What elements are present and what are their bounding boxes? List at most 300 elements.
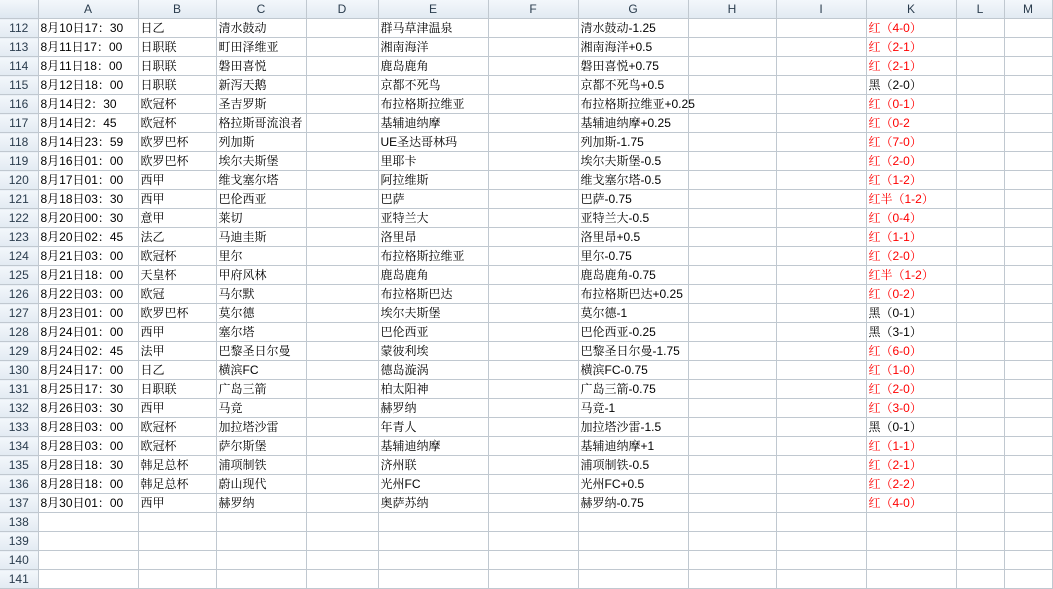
cell-handicap[interactable]: 巴萨-0.75 — [578, 190, 688, 209]
cell-league[interactable]: 韩足总杯 — [138, 475, 216, 494]
cell-away-team[interactable]: 鹿岛鹿角 — [378, 266, 488, 285]
table-row[interactable] — [0, 475, 1052, 494]
row-header[interactable]: 113 — [0, 38, 38, 57]
cell-home-team[interactable]: 浦项制铁 — [216, 456, 306, 475]
table-row[interactable] — [0, 228, 1052, 247]
cell-result[interactable]: 红（0-2 — [866, 114, 956, 133]
cell-blank-f[interactable] — [488, 475, 578, 494]
cell-blank-d[interactable] — [306, 323, 378, 342]
cell-blank-f[interactable] — [488, 494, 578, 513]
cell-blank-i[interactable] — [776, 266, 866, 285]
cell-date[interactable]: 8月28日03：00 — [38, 418, 138, 437]
cell-blank-i[interactable] — [776, 133, 866, 152]
cell-blank-l[interactable] — [956, 418, 1004, 437]
cell-result[interactable]: 红（1-1） — [866, 228, 956, 247]
cell-home-team[interactable]: 埃尔夫斯堡 — [216, 152, 306, 171]
cell-result[interactable]: 红半（1-2） — [866, 190, 956, 209]
cell-blank-h[interactable] — [688, 456, 776, 475]
cell-blank-i[interactable] — [776, 247, 866, 266]
cell-blank-h[interactable] — [688, 304, 776, 323]
cell-blank-f[interactable] — [488, 456, 578, 475]
table-row[interactable] — [0, 57, 1052, 76]
cell-blank-i[interactable] — [776, 95, 866, 114]
cell-handicap[interactable]: 马竞-1 — [578, 399, 688, 418]
cell-date[interactable]: 8月20日00：30 — [38, 209, 138, 228]
column-header-l[interactable]: L — [956, 0, 1004, 19]
cell-blank-h[interactable] — [688, 475, 776, 494]
cell-blank-m[interactable] — [1004, 532, 1052, 551]
cell-blank-h[interactable] — [688, 266, 776, 285]
row-header[interactable]: 129 — [0, 342, 38, 361]
cell-blank-i[interactable] — [776, 418, 866, 437]
cell-home-team[interactable]: 蔚山现代 — [216, 475, 306, 494]
cell-blank-m[interactable] — [1004, 228, 1052, 247]
cell-blank-i[interactable] — [776, 76, 866, 95]
row-header[interactable]: 140 — [0, 551, 38, 570]
cell-result[interactable]: 红（1-2） — [866, 171, 956, 190]
cell-date[interactable]: 8月24日01：00 — [38, 323, 138, 342]
cell-away-team[interactable] — [378, 570, 488, 589]
cell-away-team[interactable]: 巴萨 — [378, 190, 488, 209]
cell-blank-f[interactable] — [488, 399, 578, 418]
cell-blank-m[interactable] — [1004, 456, 1052, 475]
cell-blank-l[interactable] — [956, 551, 1004, 570]
cell-blank-i[interactable] — [776, 532, 866, 551]
cell-league[interactable]: 日职联 — [138, 76, 216, 95]
cell-blank-h[interactable] — [688, 570, 776, 589]
cell-blank-h[interactable] — [688, 171, 776, 190]
table-row[interactable] — [0, 152, 1052, 171]
cell-blank-h[interactable] — [688, 399, 776, 418]
cell-handicap[interactable] — [578, 532, 688, 551]
cell-away-team[interactable]: 布拉格斯拉维亚 — [378, 95, 488, 114]
cell-blank-l[interactable] — [956, 513, 1004, 532]
cell-handicap[interactable]: 鹿岛鹿角-0.75 — [578, 266, 688, 285]
cell-result[interactable]: 红（4-0） — [866, 19, 956, 38]
column-header-i[interactable]: I — [776, 0, 866, 19]
cell-blank-d[interactable] — [306, 228, 378, 247]
cell-result[interactable]: 红（4-0） — [866, 494, 956, 513]
cell-blank-m[interactable] — [1004, 190, 1052, 209]
cell-blank-f[interactable] — [488, 190, 578, 209]
cell-blank-m[interactable] — [1004, 437, 1052, 456]
cell-result[interactable]: 红（0-2） — [866, 285, 956, 304]
cell-blank-f[interactable] — [488, 380, 578, 399]
cell-blank-h[interactable] — [688, 19, 776, 38]
row-header[interactable]: 122 — [0, 209, 38, 228]
cell-league[interactable]: 日职联 — [138, 57, 216, 76]
cell-league[interactable]: 日职联 — [138, 380, 216, 399]
cell-blank-l[interactable] — [956, 285, 1004, 304]
row-header[interactable]: 124 — [0, 247, 38, 266]
table-row[interactable] — [0, 209, 1052, 228]
cell-blank-m[interactable] — [1004, 76, 1052, 95]
cell-blank-m[interactable] — [1004, 494, 1052, 513]
cell-date[interactable]: 8月23日01：00 — [38, 304, 138, 323]
cell-blank-i[interactable] — [776, 190, 866, 209]
cell-date[interactable]: 8月28日18：30 — [38, 456, 138, 475]
cell-league[interactable]: 欧冠杯 — [138, 437, 216, 456]
cell-blank-d[interactable] — [306, 247, 378, 266]
cell-blank-l[interactable] — [956, 323, 1004, 342]
table-row[interactable] — [0, 285, 1052, 304]
cell-away-team[interactable]: UE圣达哥林玛 — [378, 133, 488, 152]
row-header[interactable]: 118 — [0, 133, 38, 152]
cell-league[interactable] — [138, 551, 216, 570]
cell-blank-h[interactable] — [688, 114, 776, 133]
row-header[interactable]: 137 — [0, 494, 38, 513]
cell-handicap[interactable]: 横滨FC-0.75 — [578, 361, 688, 380]
cell-blank-i[interactable] — [776, 342, 866, 361]
cell-result[interactable]: 红（1-1） — [866, 437, 956, 456]
cell-blank-f[interactable] — [488, 57, 578, 76]
cell-blank-l[interactable] — [956, 532, 1004, 551]
cell-blank-d[interactable] — [306, 418, 378, 437]
cell-home-team[interactable]: 莫尔德 — [216, 304, 306, 323]
cell-blank-d[interactable] — [306, 114, 378, 133]
cell-home-team[interactable] — [216, 513, 306, 532]
cell-blank-i[interactable] — [776, 494, 866, 513]
row-header[interactable]: 135 — [0, 456, 38, 475]
cell-away-team[interactable]: 基辅迪纳摩 — [378, 437, 488, 456]
table-row[interactable] — [0, 247, 1052, 266]
cell-home-team[interactable]: 马竞 — [216, 399, 306, 418]
cell-league[interactable]: 西甲 — [138, 171, 216, 190]
cell-home-team[interactable]: 马尔默 — [216, 285, 306, 304]
cell-blank-m[interactable] — [1004, 95, 1052, 114]
cell-blank-d[interactable] — [306, 399, 378, 418]
cell-handicap[interactable]: 亚特兰大-0.5 — [578, 209, 688, 228]
cell-blank-h[interactable] — [688, 494, 776, 513]
column-header-m[interactable]: M — [1004, 0, 1052, 19]
cell-handicap[interactable] — [578, 570, 688, 589]
cell-result[interactable] — [866, 551, 956, 570]
cell-blank-m[interactable] — [1004, 57, 1052, 76]
cell-blank-h[interactable] — [688, 247, 776, 266]
cell-blank-d[interactable] — [306, 133, 378, 152]
row-header[interactable]: 121 — [0, 190, 38, 209]
cell-handicap[interactable]: 基辅迪纳摩+0.25 — [578, 114, 688, 133]
cell-date[interactable]: 8月16日01：00 — [38, 152, 138, 171]
cell-league[interactable]: 欧冠 — [138, 285, 216, 304]
cell-date[interactable]: 8月11日17：00 — [38, 38, 138, 57]
cell-blank-h[interactable] — [688, 551, 776, 570]
cell-blank-l[interactable] — [956, 456, 1004, 475]
cell-handicap[interactable]: 巴伦西亚-0.25 — [578, 323, 688, 342]
cell-blank-d[interactable] — [306, 494, 378, 513]
cell-blank-f[interactable] — [488, 171, 578, 190]
cell-result[interactable]: 红（0-1） — [866, 95, 956, 114]
cell-league[interactable]: 欧冠杯 — [138, 95, 216, 114]
cell-blank-h[interactable] — [688, 437, 776, 456]
cell-home-team[interactable]: 格拉斯哥流浪者 — [216, 114, 306, 133]
cell-date[interactable]: 8月17日01：00 — [38, 171, 138, 190]
cell-blank-m[interactable] — [1004, 570, 1052, 589]
table-row[interactable] — [0, 494, 1052, 513]
cell-league[interactable]: 欧罗巴杯 — [138, 304, 216, 323]
cell-away-team[interactable]: 里耶卡 — [378, 152, 488, 171]
cell-handicap[interactable]: 布拉格斯拉维亚+0.25 — [578, 95, 688, 114]
cell-blank-l[interactable] — [956, 437, 1004, 456]
cell-blank-i[interactable] — [776, 152, 866, 171]
cell-result[interactable] — [866, 532, 956, 551]
cell-result[interactable]: 红（2-0） — [866, 380, 956, 399]
table-row[interactable] — [0, 570, 1052, 589]
cell-home-team[interactable]: 维戈塞尔塔 — [216, 171, 306, 190]
table-row[interactable] — [0, 551, 1052, 570]
cell-league[interactable]: 欧冠杯 — [138, 418, 216, 437]
cell-date[interactable] — [38, 570, 138, 589]
cell-result[interactable] — [866, 513, 956, 532]
cell-date[interactable]: 8月18日03：30 — [38, 190, 138, 209]
cell-blank-m[interactable] — [1004, 475, 1052, 494]
table-row[interactable] — [0, 342, 1052, 361]
table-row[interactable] — [0, 133, 1052, 152]
cell-handicap[interactable]: 加拉塔沙雷-1.5 — [578, 418, 688, 437]
cell-date[interactable]: 8月30日01：00 — [38, 494, 138, 513]
cell-home-team[interactable]: 新泻天鹅 — [216, 76, 306, 95]
cell-home-team[interactable] — [216, 551, 306, 570]
cell-blank-i[interactable] — [776, 437, 866, 456]
cell-blank-m[interactable] — [1004, 380, 1052, 399]
cell-blank-f[interactable] — [488, 570, 578, 589]
cell-result[interactable]: 红（6-0） — [866, 342, 956, 361]
cell-blank-m[interactable] — [1004, 342, 1052, 361]
cell-blank-m[interactable] — [1004, 361, 1052, 380]
cell-blank-m[interactable] — [1004, 247, 1052, 266]
cell-blank-d[interactable] — [306, 152, 378, 171]
cell-handicap[interactable]: 埃尔夫斯堡-0.5 — [578, 152, 688, 171]
cell-date[interactable] — [38, 551, 138, 570]
cell-result[interactable]: 红（3-0） — [866, 399, 956, 418]
row-header[interactable]: 132 — [0, 399, 38, 418]
cell-handicap[interactable] — [578, 551, 688, 570]
row-header[interactable]: 128 — [0, 323, 38, 342]
table-row[interactable] — [0, 513, 1052, 532]
cell-blank-h[interactable] — [688, 342, 776, 361]
cell-handicap[interactable]: 广岛三箭-0.75 — [578, 380, 688, 399]
cell-blank-h[interactable] — [688, 38, 776, 57]
table-row[interactable] — [0, 76, 1052, 95]
row-header[interactable]: 130 — [0, 361, 38, 380]
cell-result[interactable]: 红（7-0） — [866, 133, 956, 152]
cell-blank-l[interactable] — [956, 475, 1004, 494]
cell-league[interactable]: 欧冠杯 — [138, 114, 216, 133]
cell-result[interactable] — [866, 570, 956, 589]
cell-blank-m[interactable] — [1004, 323, 1052, 342]
cell-away-team[interactable]: 京都不死鸟 — [378, 76, 488, 95]
cell-blank-l[interactable] — [956, 133, 1004, 152]
row-header[interactable]: 134 — [0, 437, 38, 456]
cell-date[interactable]: 8月21日18：00 — [38, 266, 138, 285]
cell-away-team[interactable]: 布拉格斯巴达 — [378, 285, 488, 304]
cell-blank-i[interactable] — [776, 171, 866, 190]
cell-home-team[interactable]: 里尔 — [216, 247, 306, 266]
cell-handicap[interactable]: 维戈塞尔塔-0.5 — [578, 171, 688, 190]
table-row[interactable] — [0, 380, 1052, 399]
cell-date[interactable]: 8月22日03：00 — [38, 285, 138, 304]
cell-result[interactable]: 黑（0-1） — [866, 418, 956, 437]
cell-handicap[interactable]: 浦项制铁-0.5 — [578, 456, 688, 475]
cell-blank-d[interactable] — [306, 570, 378, 589]
cell-blank-h[interactable] — [688, 209, 776, 228]
cell-blank-f[interactable] — [488, 76, 578, 95]
row-header[interactable]: 120 — [0, 171, 38, 190]
table-row[interactable] — [0, 171, 1052, 190]
cell-handicap[interactable]: 磐田喜悦+0.75 — [578, 57, 688, 76]
cell-home-team[interactable]: 磐田喜悦 — [216, 57, 306, 76]
cell-date[interactable]: 8月24日02：45 — [38, 342, 138, 361]
cell-blank-l[interactable] — [956, 95, 1004, 114]
cell-league[interactable]: 天皇杯 — [138, 266, 216, 285]
cell-home-team[interactable]: 圣吉罗斯 — [216, 95, 306, 114]
cell-blank-m[interactable] — [1004, 171, 1052, 190]
table-row[interactable] — [0, 399, 1052, 418]
column-header-c[interactable]: C — [216, 0, 306, 19]
cell-blank-f[interactable] — [488, 437, 578, 456]
cell-result[interactable]: 黑（3-1） — [866, 323, 956, 342]
cell-handicap[interactable]: 基辅迪纳摩+1 — [578, 437, 688, 456]
cell-home-team[interactable]: 甲府风林 — [216, 266, 306, 285]
cell-blank-i[interactable] — [776, 570, 866, 589]
cell-home-team[interactable] — [216, 532, 306, 551]
cell-blank-f[interactable] — [488, 95, 578, 114]
cell-league[interactable]: 欧罗巴杯 — [138, 133, 216, 152]
cell-away-team[interactable]: 济州联 — [378, 456, 488, 475]
cell-date[interactable]: 8月28日03：00 — [38, 437, 138, 456]
cell-blank-h[interactable] — [688, 95, 776, 114]
cell-league[interactable]: 日乙 — [138, 19, 216, 38]
cell-blank-d[interactable] — [306, 76, 378, 95]
cell-date[interactable]: 8月24日17：00 — [38, 361, 138, 380]
cell-blank-f[interactable] — [488, 285, 578, 304]
table-row[interactable] — [0, 532, 1052, 551]
cell-blank-l[interactable] — [956, 152, 1004, 171]
cell-away-team[interactable]: 德岛漩涡 — [378, 361, 488, 380]
cell-blank-f[interactable] — [488, 342, 578, 361]
cell-result[interactable]: 黑（0-1） — [866, 304, 956, 323]
cell-blank-m[interactable] — [1004, 551, 1052, 570]
cell-date[interactable]: 8月21日03：00 — [38, 247, 138, 266]
cell-blank-l[interactable] — [956, 342, 1004, 361]
cell-away-team[interactable]: 鹿岛鹿角 — [378, 57, 488, 76]
cell-blank-f[interactable] — [488, 114, 578, 133]
cell-date[interactable]: 8月14日2：45 — [38, 114, 138, 133]
cell-blank-m[interactable] — [1004, 38, 1052, 57]
cell-league[interactable]: 意甲 — [138, 209, 216, 228]
cell-blank-l[interactable] — [956, 380, 1004, 399]
cell-away-team[interactable]: 年青人 — [378, 418, 488, 437]
cell-home-team[interactable]: 横滨FC — [216, 361, 306, 380]
cell-date[interactable] — [38, 513, 138, 532]
cell-blank-i[interactable] — [776, 475, 866, 494]
cell-blank-f[interactable] — [488, 133, 578, 152]
column-header-e[interactable]: E — [378, 0, 488, 19]
cell-blank-i[interactable] — [776, 38, 866, 57]
column-header-d[interactable]: D — [306, 0, 378, 19]
cell-blank-l[interactable] — [956, 76, 1004, 95]
column-header-g[interactable]: G — [578, 0, 688, 19]
cell-blank-m[interactable] — [1004, 399, 1052, 418]
cell-blank-f[interactable] — [488, 304, 578, 323]
cell-blank-h[interactable] — [688, 513, 776, 532]
cell-blank-h[interactable] — [688, 418, 776, 437]
column-header-k[interactable]: K — [866, 0, 956, 19]
cell-away-team[interactable]: 洛里昂 — [378, 228, 488, 247]
cell-blank-d[interactable] — [306, 342, 378, 361]
table-row[interactable] — [0, 266, 1052, 285]
cell-blank-h[interactable] — [688, 57, 776, 76]
cell-blank-f[interactable] — [488, 228, 578, 247]
cell-blank-d[interactable] — [306, 19, 378, 38]
cell-blank-l[interactable] — [956, 19, 1004, 38]
cell-away-team[interactable] — [378, 551, 488, 570]
cell-league[interactable]: 西甲 — [138, 494, 216, 513]
cell-blank-f[interactable] — [488, 38, 578, 57]
row-header[interactable]: 123 — [0, 228, 38, 247]
cell-blank-m[interactable] — [1004, 266, 1052, 285]
cell-home-team[interactable]: 巴伦西亚 — [216, 190, 306, 209]
cell-away-team[interactable]: 阿拉维斯 — [378, 171, 488, 190]
table-row[interactable] — [0, 190, 1052, 209]
cell-home-team[interactable]: 巴黎圣日尔曼 — [216, 342, 306, 361]
cell-blank-i[interactable] — [776, 209, 866, 228]
cell-blank-f[interactable] — [488, 152, 578, 171]
cell-blank-h[interactable] — [688, 152, 776, 171]
cell-blank-l[interactable] — [956, 228, 1004, 247]
cell-league[interactable]: 韩足总杯 — [138, 456, 216, 475]
cell-blank-l[interactable] — [956, 57, 1004, 76]
cell-blank-m[interactable] — [1004, 133, 1052, 152]
cell-handicap[interactable]: 列加斯-1.75 — [578, 133, 688, 152]
cell-blank-h[interactable] — [688, 76, 776, 95]
cell-away-team[interactable]: 柏太阳神 — [378, 380, 488, 399]
cell-date[interactable]: 8月11日18：00 — [38, 57, 138, 76]
cell-blank-f[interactable] — [488, 418, 578, 437]
cell-blank-l[interactable] — [956, 266, 1004, 285]
cell-result[interactable]: 红半（1-2） — [866, 266, 956, 285]
cell-blank-l[interactable] — [956, 399, 1004, 418]
cell-league[interactable]: 欧罗巴杯 — [138, 152, 216, 171]
cell-date[interactable]: 8月25日17：30 — [38, 380, 138, 399]
cell-away-team[interactable]: 布拉格斯拉维亚 — [378, 247, 488, 266]
cell-blank-d[interactable] — [306, 437, 378, 456]
cell-blank-d[interactable] — [306, 190, 378, 209]
cell-away-team[interactable]: 奥萨苏纳 — [378, 494, 488, 513]
cell-blank-l[interactable] — [956, 494, 1004, 513]
cell-blank-m[interactable] — [1004, 152, 1052, 171]
cell-blank-i[interactable] — [776, 456, 866, 475]
cell-result[interactable]: 红（2-2） — [866, 475, 956, 494]
cell-home-team[interactable]: 萨尔斯堡 — [216, 437, 306, 456]
cell-handicap[interactable]: 莫尔德-1 — [578, 304, 688, 323]
cell-blank-d[interactable] — [306, 95, 378, 114]
cell-blank-h[interactable] — [688, 532, 776, 551]
cell-away-team[interactable]: 基辅迪纳摩 — [378, 114, 488, 133]
cell-blank-m[interactable] — [1004, 19, 1052, 38]
cell-blank-i[interactable] — [776, 228, 866, 247]
cell-blank-l[interactable] — [956, 190, 1004, 209]
cell-blank-d[interactable] — [306, 209, 378, 228]
cell-result[interactable]: 红（2-1） — [866, 57, 956, 76]
cell-away-team[interactable] — [378, 532, 488, 551]
table-row[interactable] — [0, 323, 1052, 342]
cell-blank-d[interactable] — [306, 475, 378, 494]
cell-blank-h[interactable] — [688, 133, 776, 152]
cell-blank-f[interactable] — [488, 323, 578, 342]
cell-away-team[interactable]: 亚特兰大 — [378, 209, 488, 228]
cell-home-team[interactable]: 清水鼓动 — [216, 19, 306, 38]
